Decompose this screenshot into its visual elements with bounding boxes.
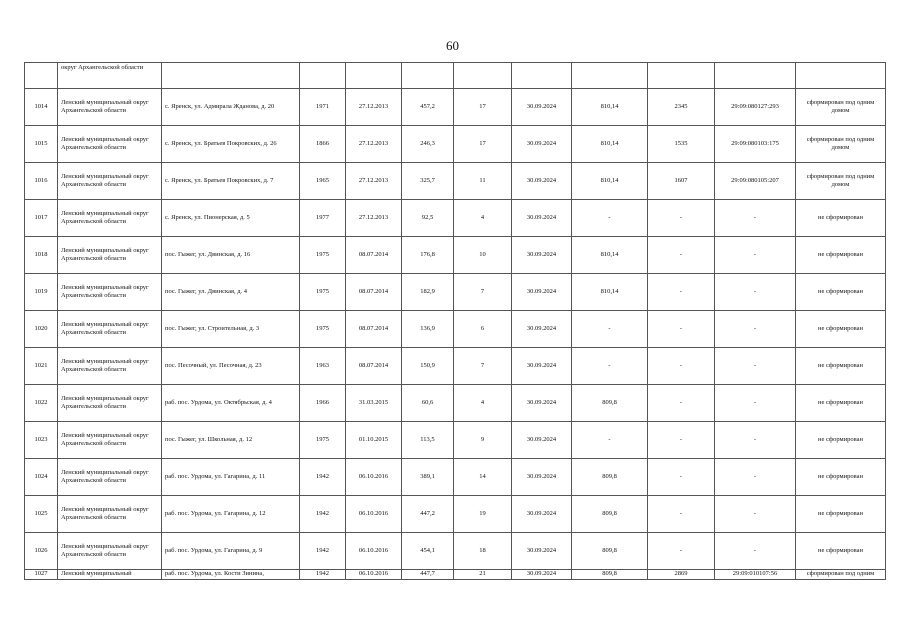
cell-area: 60,6 (402, 385, 454, 422)
cell-municipality: Ленский муниципальный округ Архангельской области (58, 422, 162, 459)
cell-status: не сформирован (796, 274, 886, 311)
cell-address: пос. Гыжег, ул. Строительная, д. 3 (162, 311, 300, 348)
cell-date: 01.10.2015 (346, 422, 402, 459)
cell-kad: 29:09:010107:56 (715, 570, 796, 580)
cell-count: 19 (454, 496, 512, 533)
cell-date2: 30.09.2024 (512, 200, 572, 237)
cell-address (162, 63, 300, 89)
cell-address: пос. Гыжег, ул. Двинская, д. 16 (162, 237, 300, 274)
cell-count: 17 (454, 126, 512, 163)
cell-kad: - (715, 422, 796, 459)
cell-date: 08.07.2014 (346, 274, 402, 311)
cell-num: 1015 (25, 126, 58, 163)
table-row (25, 126, 886, 163)
cell-num: 1020 (25, 311, 58, 348)
cell-date: 06.10.2016 (346, 533, 402, 570)
cell-date2: 30.09.2024 (512, 533, 572, 570)
cell-date2: 30.09.2024 (512, 311, 572, 348)
cell-count: 14 (454, 459, 512, 496)
cell-cost: 810,14 (572, 274, 648, 311)
table-row (25, 200, 886, 237)
cell-address: пос. Гыжег, ул. Двинская, д. 4 (162, 274, 300, 311)
table-row-continuation (25, 63, 886, 89)
table-row (25, 163, 886, 200)
cell-year: 1942 (300, 496, 346, 533)
cell-address: пос. Гыжег, ул. Школьная, д. 12 (162, 422, 300, 459)
table-row (25, 311, 886, 348)
cell-cost: - (572, 200, 648, 237)
table-row (25, 348, 886, 385)
cell-kad-area: - (648, 348, 715, 385)
cell-num: 1017 (25, 200, 58, 237)
cell-date2: 30.09.2024 (512, 496, 572, 533)
cell-year: 1971 (300, 89, 346, 126)
cell-kad: 29:09:080105:207 (715, 163, 796, 200)
cell-status: сформирован под одним домом (796, 89, 886, 126)
cell-cost: 809,8 (572, 385, 648, 422)
cell-area: 92,5 (402, 200, 454, 237)
cell-year: 1966 (300, 385, 346, 422)
cell-cost (572, 63, 648, 89)
cell-kad: - (715, 385, 796, 422)
cell-status: не сформирован (796, 385, 886, 422)
cell-kad: - (715, 200, 796, 237)
cell-count: 6 (454, 311, 512, 348)
cell-num: 1014 (25, 89, 58, 126)
cell-status: не сформирован (796, 311, 886, 348)
table-row (25, 237, 886, 274)
cell-cost: 810,14 (572, 163, 648, 200)
cell-date2: 30.09.2024 (512, 274, 572, 311)
cell-kad-area: 2345 (648, 89, 715, 126)
cell-year: 1942 (300, 533, 346, 570)
cell-year: 1963 (300, 348, 346, 385)
cell-count: 4 (454, 200, 512, 237)
cell-kad: - (715, 533, 796, 570)
cell-address: раб. пос. Урдома, ул. Гагарина, д. 12 (162, 496, 300, 533)
cell-cost: - (572, 422, 648, 459)
cell-status: сформирован под одним (796, 570, 886, 580)
cell-year: 1975 (300, 311, 346, 348)
cell-address: раб. пос. Урдома, ул. Гагарина, д. 11 (162, 459, 300, 496)
cell-area (402, 63, 454, 89)
cell-kad: 29:09:080103:175 (715, 126, 796, 163)
cell-area: 447,2 (402, 496, 454, 533)
cell-date2: 30.09.2024 (512, 459, 572, 496)
page-number: 60 (446, 38, 459, 53)
cell-municipality: Ленский муниципальный округ Архангельской области (58, 163, 162, 200)
cell-num: 1022 (25, 385, 58, 422)
cell-count: 9 (454, 422, 512, 459)
cell-year: 1965 (300, 163, 346, 200)
cell-cost: 810,14 (572, 237, 648, 274)
cell-kad-area: 2869 (648, 570, 715, 580)
table-row (25, 274, 886, 311)
cell-count: 4 (454, 385, 512, 422)
cell-status: не сформирован (796, 237, 886, 274)
cell-num: 1016 (25, 163, 58, 200)
cell-year (300, 63, 346, 89)
cell-num: 1023 (25, 422, 58, 459)
cell-count: 7 (454, 348, 512, 385)
cell-date: 27.12.2013 (346, 163, 402, 200)
cell-kad: - (715, 496, 796, 533)
cell-municipality: Ленский муниципальный округ Архангельской области (58, 200, 162, 237)
cell-date: 06.10.2016 (346, 570, 402, 580)
table-row (25, 459, 886, 496)
cell-kad-area: - (648, 237, 715, 274)
cell-area: 150,9 (402, 348, 454, 385)
cell-municipality: Ленский муниципальный округ Архангельской области (58, 237, 162, 274)
cell-kad: - (715, 348, 796, 385)
cell-year: 1942 (300, 570, 346, 580)
cell-date2: 30.09.2024 (512, 570, 572, 580)
cell-count: 21 (454, 570, 512, 580)
cell-address: раб. пос. Урдома, ул. Гагарина, д. 9 (162, 533, 300, 570)
table-row (25, 570, 886, 580)
cell-num: 1018 (25, 237, 58, 274)
cell-municipality: Ленский муниципальный округ Архангельской области (58, 496, 162, 533)
cell-kad: - (715, 311, 796, 348)
table-row (25, 496, 886, 533)
cell-date2: 30.09.2024 (512, 348, 572, 385)
cell-municipality: Ленский муниципальный округ Архангельской области (58, 533, 162, 570)
cell-date: 08.07.2014 (346, 348, 402, 385)
cell-kad-area: - (648, 200, 715, 237)
cell-kad (715, 63, 796, 89)
cell-year: 1866 (300, 126, 346, 163)
cell-kad: - (715, 459, 796, 496)
cell-status: не сформирован (796, 348, 886, 385)
cell-date2: 30.09.2024 (512, 237, 572, 274)
cell-count: 17 (454, 89, 512, 126)
cell-municipality: Ленский муниципальный (58, 570, 162, 580)
cell-kad: - (715, 237, 796, 274)
cell-cost: 810,14 (572, 126, 648, 163)
cell-status: не сформирован (796, 459, 886, 496)
cell-date: 06.10.2016 (346, 459, 402, 496)
cell-area: 182,9 (402, 274, 454, 311)
cell-kad-area (648, 63, 715, 89)
cell-cost: 809,8 (572, 459, 648, 496)
cell-count: 10 (454, 237, 512, 274)
cell-area: 454,1 (402, 533, 454, 570)
cell-municipality: Ленский муниципальный округ Архангельской области (58, 385, 162, 422)
cell-municipality: Ленский муниципальный округ Архангельской области (58, 89, 162, 126)
cell-date (346, 63, 402, 89)
cell-address: пос. Песочный, ул. Песочная, д. 23 (162, 348, 300, 385)
housing-table (24, 62, 886, 580)
cell-year: 1975 (300, 274, 346, 311)
cell-date: 27.12.2013 (346, 200, 402, 237)
cell-cost: 809,8 (572, 570, 648, 580)
table-row (25, 422, 886, 459)
cell-area: 447,7 (402, 570, 454, 580)
cell-address: с. Яренск, ул. Адмирала Жданова, д. 20 (162, 89, 300, 126)
cell-kad-area: 1607 (648, 163, 715, 200)
cell-year: 1977 (300, 200, 346, 237)
cell-kad: 29:09:080127:293 (715, 89, 796, 126)
cell-kad-area: - (648, 385, 715, 422)
cell-address: раб. пос. Урдома, ул. Октябрьская, д. 4 (162, 385, 300, 422)
cell-date: 27.12.2013 (346, 89, 402, 126)
cell-num: 1025 (25, 496, 58, 533)
cell-cost: - (572, 348, 648, 385)
cell-municipality: Ленский муниципальный округ Архангельской области (58, 311, 162, 348)
cell-year: 1942 (300, 459, 346, 496)
cell-municipality: округ Архангельской области (58, 63, 162, 89)
cell-area: 389,1 (402, 459, 454, 496)
cell-cost: 809,8 (572, 533, 648, 570)
cell-count: 7 (454, 274, 512, 311)
cell-kad-area: - (648, 274, 715, 311)
cell-num: 1026 (25, 533, 58, 570)
cell-area: 457,2 (402, 89, 454, 126)
cell-kad-area: - (648, 459, 715, 496)
cell-address: раб. пос. Урдома, ул. Кости Зинина, (162, 570, 300, 580)
cell-year: 1975 (300, 237, 346, 274)
cell-kad-area: - (648, 422, 715, 459)
cell-date: 31.03.2015 (346, 385, 402, 422)
cell-date2: 30.09.2024 (512, 163, 572, 200)
cell-date: 08.07.2014 (346, 311, 402, 348)
cell-year: 1975 (300, 422, 346, 459)
cell-cost: 810,14 (572, 89, 648, 126)
cell-num: 1024 (25, 459, 58, 496)
cell-count: 11 (454, 163, 512, 200)
cell-area: 325,7 (402, 163, 454, 200)
cell-num: 1019 (25, 274, 58, 311)
cell-date2 (512, 63, 572, 89)
cell-date: 08.07.2014 (346, 237, 402, 274)
cell-num (25, 63, 58, 89)
cell-date: 06.10.2016 (346, 496, 402, 533)
cell-kad: - (715, 274, 796, 311)
table-row (25, 89, 886, 126)
cell-municipality: Ленский муниципальный округ Архангельской области (58, 348, 162, 385)
cell-area: 136,9 (402, 311, 454, 348)
cell-status: сформирован под одним домом (796, 163, 886, 200)
table-row (25, 385, 886, 422)
cell-date2: 30.09.2024 (512, 385, 572, 422)
cell-area: 113,5 (402, 422, 454, 459)
cell-municipality: Ленский муниципальный округ Архангельской области (58, 274, 162, 311)
cell-status: не сформирован (796, 200, 886, 237)
cell-municipality: Ленский муниципальный округ Архангельской области (58, 459, 162, 496)
cell-status (796, 63, 886, 89)
cell-area: 176,8 (402, 237, 454, 274)
cell-num: 1027 (25, 570, 58, 580)
table-row (25, 533, 886, 570)
cell-count: 18 (454, 533, 512, 570)
cell-date2: 30.09.2024 (512, 422, 572, 459)
cell-cost: 809,8 (572, 496, 648, 533)
cell-status: не сформирован (796, 496, 886, 533)
cell-status: сформирован под одним домом (796, 126, 886, 163)
cell-kad-area: - (648, 533, 715, 570)
cell-kad-area: - (648, 311, 715, 348)
cell-count (454, 63, 512, 89)
cell-date2: 30.09.2024 (512, 89, 572, 126)
cell-date: 27.12.2013 (346, 126, 402, 163)
cell-address: с. Яренск, ул. Братьев Покровских, д. 26 (162, 126, 300, 163)
cell-kad-area: 1535 (648, 126, 715, 163)
cell-address: с. Яренск, ул. Братьев Покровских, д. 7 (162, 163, 300, 200)
cell-area: 246,3 (402, 126, 454, 163)
cell-status: не сформирован (796, 533, 886, 570)
cell-num: 1021 (25, 348, 58, 385)
cell-kad-area: - (648, 496, 715, 533)
cell-cost: - (572, 311, 648, 348)
cell-municipality: Ленский муниципальный округ Архангельской области (58, 126, 162, 163)
cell-status: не сформирован (796, 422, 886, 459)
cell-address: с. Яренск, ул. Пионерская, д. 5 (162, 200, 300, 237)
cell-date2: 30.09.2024 (512, 126, 572, 163)
